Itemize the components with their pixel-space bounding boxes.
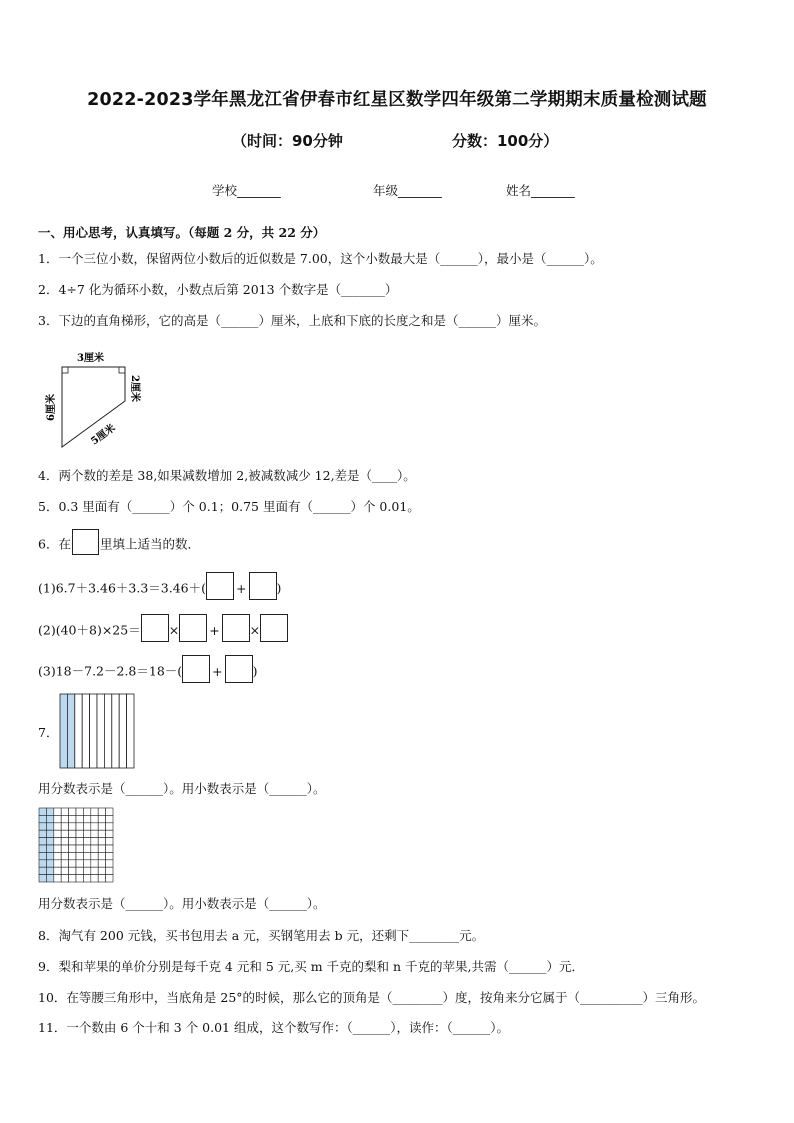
grid-cell <box>91 860 98 867</box>
grid-cell <box>106 838 113 845</box>
grid-cell <box>69 860 76 867</box>
question-6-2-text: (2)(40＋8)×25＝ <box>38 622 141 638</box>
grid-cell <box>83 845 90 852</box>
grid-cell <box>106 808 113 815</box>
plus-sign: + <box>236 580 247 596</box>
grid-cell <box>98 860 105 867</box>
grid-cell <box>61 852 68 859</box>
grid-cell <box>69 867 76 874</box>
grid-cell <box>106 815 113 822</box>
grid-cell <box>91 830 98 837</box>
grid-cell <box>76 852 83 859</box>
shaded-cell <box>39 823 46 830</box>
grid-cell <box>61 838 68 845</box>
hundred-grid-figure <box>38 807 115 884</box>
grid-cell <box>98 808 105 815</box>
grid-cell <box>54 860 61 867</box>
grid-cell <box>76 830 83 837</box>
shaded-cell <box>46 875 53 882</box>
grid-cell <box>76 860 83 867</box>
grid-cell <box>61 823 68 830</box>
strip <box>127 694 134 768</box>
question-6-suffix: 里填上适当的数． <box>99 536 200 552</box>
shaded-strip <box>60 694 67 768</box>
strip <box>104 694 111 768</box>
shaded-cell <box>46 838 53 845</box>
grid-cell <box>83 815 90 822</box>
shaded-strip <box>67 694 74 768</box>
grid-cell <box>76 867 83 874</box>
grid-cell <box>69 823 76 830</box>
trapezoid-slant-label: 5厘米 <box>89 422 118 448</box>
question-6-1 <box>38 578 281 600</box>
question-6-1-text: (1)6.7＋3.46＋3.3＝3.46＋( <box>38 580 207 596</box>
grid-cell <box>91 867 98 874</box>
answer-box-6-2-a[interactable] <box>141 614 169 642</box>
grid-cell <box>76 838 83 845</box>
grid-cell <box>61 860 68 867</box>
grid-cell <box>54 838 61 845</box>
grid-cell <box>69 838 76 845</box>
question-6 <box>38 535 200 555</box>
section-heading: 一、用心思考，认真填写。（每题 2 分，共 22 分） <box>38 225 326 240</box>
right-trapezoid-figure <box>40 345 150 457</box>
question-4: 4．两个数的差是 38,如果减数增加 2,被减数减少 12,差是（____）。 <box>38 468 416 483</box>
grid-cell <box>91 838 98 845</box>
grid-cell <box>106 852 113 859</box>
shaded-cell <box>39 852 46 859</box>
grid-cell <box>61 815 68 822</box>
question-11: 11．一个数由 6 个十和 3 个 0.01 组成，这个数写作：（______），读作：（______）。 <box>38 1020 509 1035</box>
grid-cell <box>76 815 83 822</box>
question-7-label: 7． <box>38 725 59 740</box>
grid-cell <box>98 875 105 882</box>
grid-cell <box>83 852 90 859</box>
grid-cell <box>83 860 90 867</box>
question-3: 3．下边的直角梯形，它的高是（______）厘米，上底和下底的长度之和是（______）厘米。 <box>38 313 546 328</box>
grid-cell <box>83 838 90 845</box>
grid-cell <box>69 875 76 882</box>
grid-cell <box>98 852 105 859</box>
grid-cell <box>54 875 61 882</box>
grid-cell <box>98 845 105 852</box>
times-sign: × <box>249 622 261 638</box>
question-9: 9．梨和苹果的单价分别是每千克 4 元和 5 元,买 m 千克的梨和 n 千克的苹果,共需（______）元． <box>38 959 584 974</box>
plus-sign: + <box>209 622 220 638</box>
trapezoid-top-label: 3厘米 <box>77 353 104 364</box>
grid-cell <box>54 815 61 822</box>
question-6-prefix: 6．在 <box>38 536 71 552</box>
grid-cell <box>54 867 61 874</box>
shaded-cell <box>46 867 53 874</box>
grid-cell <box>106 830 113 837</box>
strip <box>97 694 104 768</box>
answer-box-6-2-d[interactable] <box>260 614 288 642</box>
grid-cell <box>83 875 90 882</box>
answer-box-6-1-b[interactable] <box>249 572 277 600</box>
grid-cell <box>106 845 113 852</box>
grid-cell <box>106 860 113 867</box>
shaded-cell <box>46 823 53 830</box>
answer-box-6-3-a[interactable] <box>182 655 210 683</box>
question-5: 5．0.3 里面有（______）个 0.1；0.75 里面有（______）个 0.01。 <box>38 499 420 514</box>
answer-box[interactable] <box>72 529 99 555</box>
grid-cell <box>61 830 68 837</box>
grid-cell <box>91 845 98 852</box>
strip <box>90 694 97 768</box>
grade-field[interactable]: 年级_______ <box>373 183 442 198</box>
shaded-cell <box>39 838 46 845</box>
grid-cell <box>69 852 76 859</box>
shaded-cell <box>39 875 46 882</box>
grid-cell <box>76 823 83 830</box>
strip <box>75 694 82 768</box>
shaded-cell <box>46 830 53 837</box>
school-field[interactable]: 学校_______ <box>212 183 281 198</box>
question-6-2 <box>38 620 288 642</box>
answer-box-6-1-a[interactable] <box>206 572 234 600</box>
plus-sign: + <box>212 663 223 679</box>
strip <box>82 694 89 768</box>
grid-cell <box>76 845 83 852</box>
grid-cell <box>83 830 90 837</box>
grid-cell <box>106 823 113 830</box>
grid-cell <box>98 830 105 837</box>
exam-score: 分数：100分） <box>452 132 559 150</box>
answer-box-6-2-c[interactable] <box>222 614 250 642</box>
shaded-cell <box>46 852 53 859</box>
grid-cell <box>61 867 68 874</box>
question-6-3 <box>38 661 258 683</box>
question-6-3-text: (3)18－7.2－2.8＝18－( <box>38 663 183 679</box>
grid-cell <box>61 875 68 882</box>
shaded-cell <box>39 830 46 837</box>
grid-cell <box>83 867 90 874</box>
shaded-cell <box>39 845 46 852</box>
question-2: 2．4÷7 化为循环小数，小数点后第 2013 个数字是（_______） <box>38 282 398 297</box>
grid-cell <box>83 823 90 830</box>
shaded-cell <box>39 860 46 867</box>
grid-cell <box>83 808 90 815</box>
grid-cell <box>54 830 61 837</box>
trapezoid-right-label: 2厘米 <box>129 375 140 402</box>
shaded-cell <box>46 860 53 867</box>
grid-cell <box>98 867 105 874</box>
grid-cell <box>69 815 76 822</box>
shaded-cell <box>39 808 46 815</box>
question-10: 10．在等腰三角形中，当底角是 25°的时候，那么它的顶角是（________）度，按角来分它属于（__________）三角形。 <box>38 990 706 1005</box>
answer-box-6-3-b[interactable] <box>225 655 253 683</box>
grid-cell <box>98 823 105 830</box>
grid-cell <box>91 823 98 830</box>
trapezoid-left-label: 6厘米 <box>46 394 57 421</box>
strip-figure <box>59 693 137 769</box>
shaded-cell <box>39 867 46 874</box>
shaded-cell <box>46 815 53 822</box>
grid-cell <box>76 808 83 815</box>
strip <box>119 694 126 768</box>
answer-box-6-2-b[interactable] <box>179 614 207 642</box>
grid-cell <box>54 852 61 859</box>
question-1: 1．一个三位小数，保留两位小数后的近似数是 7.00，这个小数最大是（______），最小是（______）。 <box>38 251 603 266</box>
name-field[interactable]: 姓名_______ <box>506 183 575 198</box>
exam-time: （时间：90分钟 <box>232 132 343 150</box>
question-8: 8．淘气有 200 元钱，买书包用去 a 元，买钢笔用去 b 元，还剩下________元。 <box>38 928 485 943</box>
grid-cell <box>69 808 76 815</box>
strip <box>112 694 119 768</box>
page-title: 2022-2023学年黑龙江省伊春市红星区数学四年级第二学期期末质量检测试题 <box>87 90 707 110</box>
shaded-cell <box>46 808 53 815</box>
grid-cell <box>106 867 113 874</box>
grid-cell <box>91 852 98 859</box>
grid-cell <box>54 823 61 830</box>
grid-cell <box>69 830 76 837</box>
grid-cell <box>69 845 76 852</box>
grid-cell <box>98 838 105 845</box>
question-7-b: 用分数表示是（______）。用小数表示是（______）。 <box>38 896 326 911</box>
grid-cell <box>61 808 68 815</box>
shaded-cell <box>39 815 46 822</box>
close-paren: ) <box>276 580 282 596</box>
grid-cell <box>98 815 105 822</box>
times-sign: × <box>168 622 180 638</box>
grid-cell <box>106 875 113 882</box>
shaded-cell <box>46 845 53 852</box>
grid-cell <box>76 875 83 882</box>
grid-cell <box>91 875 98 882</box>
grid-cell <box>54 808 61 815</box>
question-7-a: 用分数表示是（______）。用小数表示是（______）。 <box>38 781 326 796</box>
grid-cell <box>61 845 68 852</box>
grid-cell <box>54 845 61 852</box>
close-paren: ) <box>252 663 258 679</box>
grid-cell <box>91 808 98 815</box>
grid-cell <box>91 815 98 822</box>
